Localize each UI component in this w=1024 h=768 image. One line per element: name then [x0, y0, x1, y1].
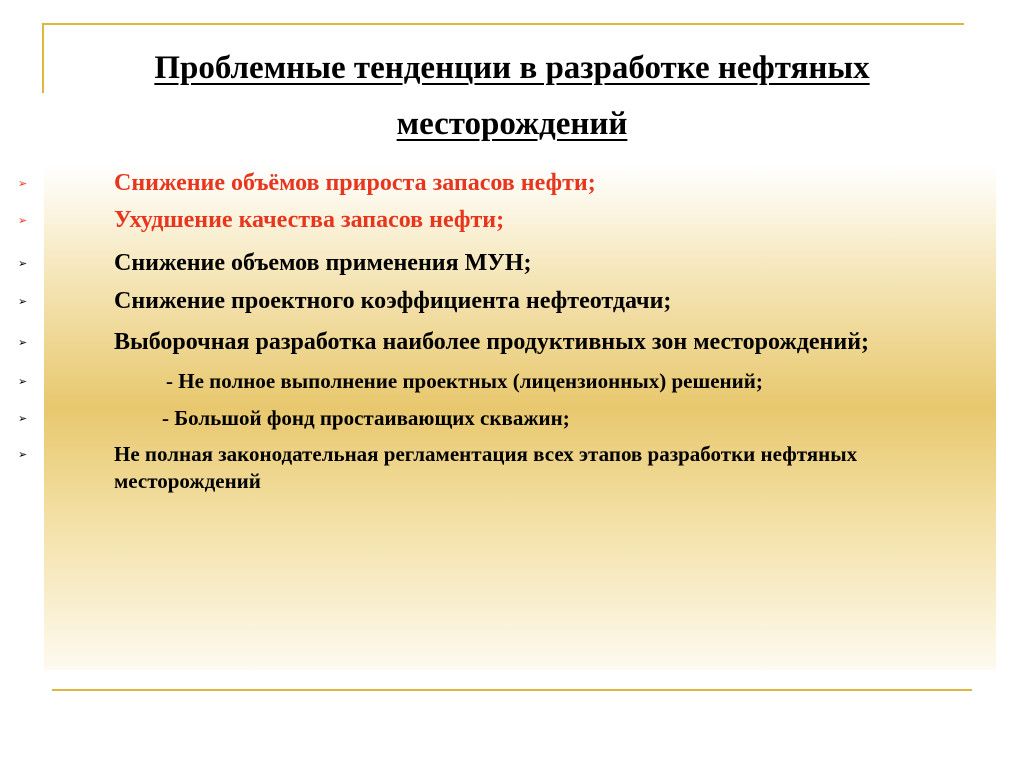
title-line-1: Проблемные тенденции в разработке нефтяных [154, 50, 870, 86]
list-item-text: Ухудшение качества запасов нефти; [114, 207, 505, 233]
list-item-text: Выборочная разработка наиболее продуктивных зон месторождений; [114, 329, 870, 355]
list-item-text: - Не полное выполнение проектных (лицензионных) решений; [166, 369, 763, 393]
list-item [0, 368, 1024, 395]
arrow-bullet-icon: ➢ [18, 448, 28, 461]
arrow-bullet-icon: ➢ [18, 336, 28, 349]
title-line-2: месторождений [396, 106, 628, 142]
list-item [0, 250, 1024, 277]
list-item-text: Снижение объёмов прироста запасов нефти; [114, 170, 596, 196]
list-item [0, 288, 1024, 315]
list-item-text: Не полная законодательная регламентация всех этапов разработки нефтяных месторождений [114, 442, 858, 493]
list-item [0, 405, 1024, 432]
arrow-bullet-icon: ➢ [18, 375, 28, 388]
list-item-text: - Большой фонд простаивающих скважин; [162, 406, 570, 430]
list-item [0, 329, 1024, 356]
arrow-bullet-icon: ➢ [18, 295, 28, 308]
slide-title [44, 40, 980, 152]
arrow-bullet-icon: ➢ [18, 412, 28, 425]
arrow-bullet-icon: ➢ [18, 257, 28, 270]
bullet-list [0, 170, 1024, 495]
list-item [0, 207, 1024, 234]
list-item [0, 170, 1024, 197]
arrow-bullet-icon: ➢ [18, 214, 28, 227]
arrow-bullet-icon: ➢ [18, 177, 28, 190]
list-item-text: Снижение объемов применения МУН; [114, 250, 532, 276]
frame-bottom-line [52, 689, 972, 691]
frame-top-line [42, 23, 964, 25]
list-item-text: Снижение проектного коэффициента нефтеотдачи; [114, 288, 672, 314]
list-item [0, 441, 1024, 495]
